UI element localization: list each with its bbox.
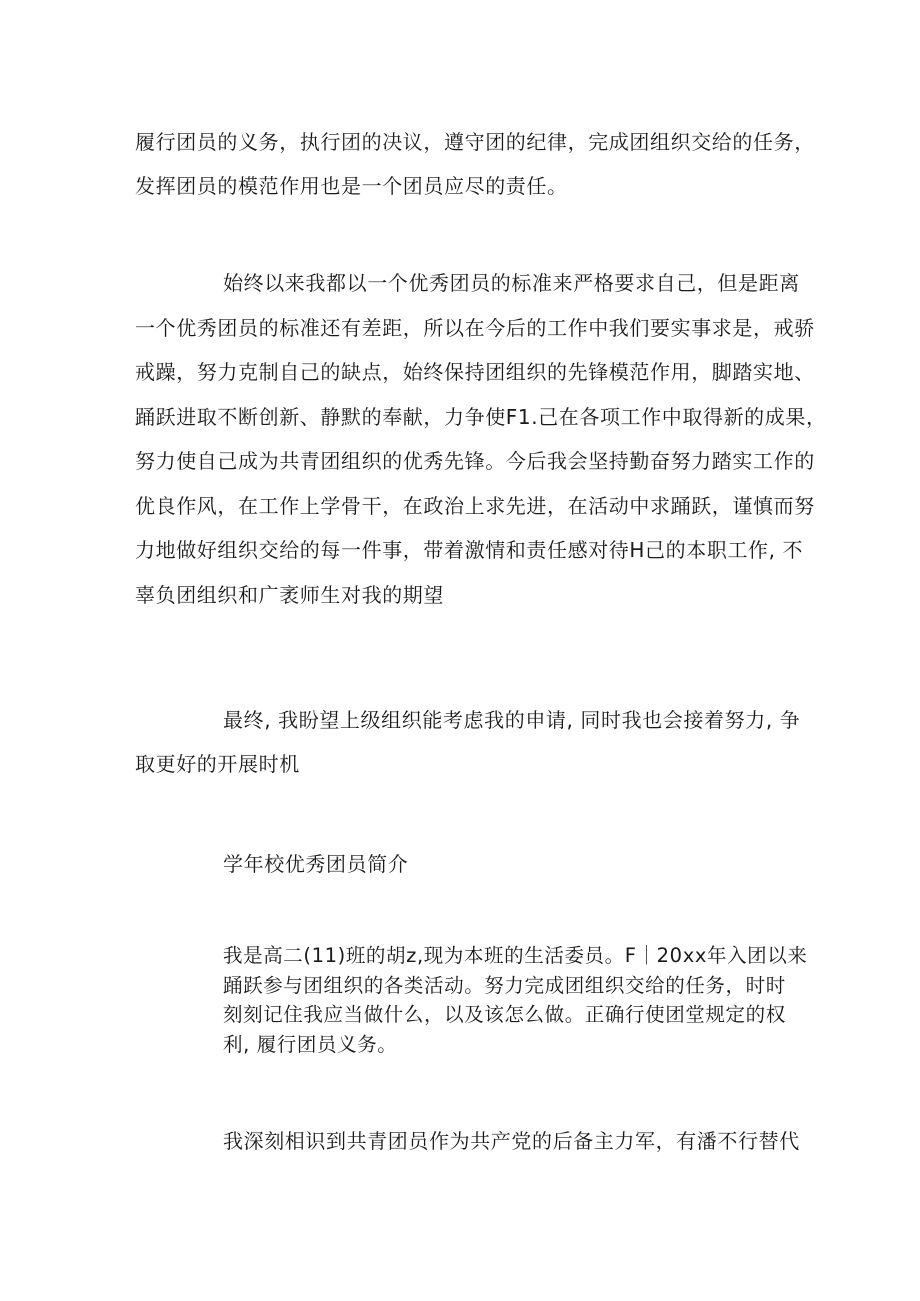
text-line: 发挥团员的模范作用也是一个团员应尽的责任。 <box>135 174 568 198</box>
text-line: 利, 履行团员义务。 <box>223 1032 398 1056</box>
text-line: 我深刻相识到共青团员作为共产党的后备主力军，有潘不行替代 <box>223 1129 800 1153</box>
text-line: 一个优秀团员的标准还有差距，所以在今后的工作中我们要实事求是，戒骄 <box>135 315 815 340</box>
text-line: 我是高二(11)班的胡z,现为本班的生活委员。F｜20xx年入团以来 <box>223 944 808 967</box>
text-line: 辜负团组织和广袤师生对我的期望 <box>135 582 444 607</box>
text-line: 履行团员的义务，执行团的决议，遵守团的纪律，完成团组织交给的任务， <box>135 130 815 154</box>
text-line: 踊跃参与团组织的各类活动。努力完成团组织交给的任务，时时 <box>223 973 786 997</box>
section-heading <box>135 844 790 884</box>
text-line: 优良作风，在工作上学骨干，在政治上求先进，在活动中求踊跃，谨慎而努 <box>135 493 815 518</box>
text-line: 始终以来我都以一个优秀团员的标准来严格要求自己，但是距离 <box>223 271 800 295</box>
paragraph-closing-request <box>135 700 801 788</box>
text-line: 力地做好组织交给的每一件事，带着激情和责任感对待H己的本职工作, 不 <box>135 538 804 562</box>
text-line: 踊跃进取不断创新、静默的奉献，力争使F1.己在各项工作中取得新的成果， <box>135 404 827 429</box>
text-line: 努力使自己成为共青团组织的优秀先锋。今后我会坚持勤奋努力踏实工作的 <box>135 449 815 473</box>
paragraph-self-assessment <box>135 263 827 619</box>
text-line: 最终, 我盼望上级组织能考虑我的申请, 同时我也会接着努力, 争 <box>223 708 801 732</box>
heading-text: 学年校优秀团员简介 <box>223 852 409 876</box>
text-line: 戒躁，努力克制自己的缺点，始终保持团组织的先锋模范作用，脚踏实地、 <box>135 360 815 384</box>
text-line: 刻刻记住我应当做什么，以及该怎么做。正确行使团堂规定的权 <box>223 1003 786 1026</box>
paragraph-member-duties <box>135 122 815 210</box>
paragraph-understanding <box>135 1121 800 1161</box>
text-line: 取更好的开展时机 <box>135 752 300 776</box>
paragraph-introduction <box>135 941 808 1059</box>
